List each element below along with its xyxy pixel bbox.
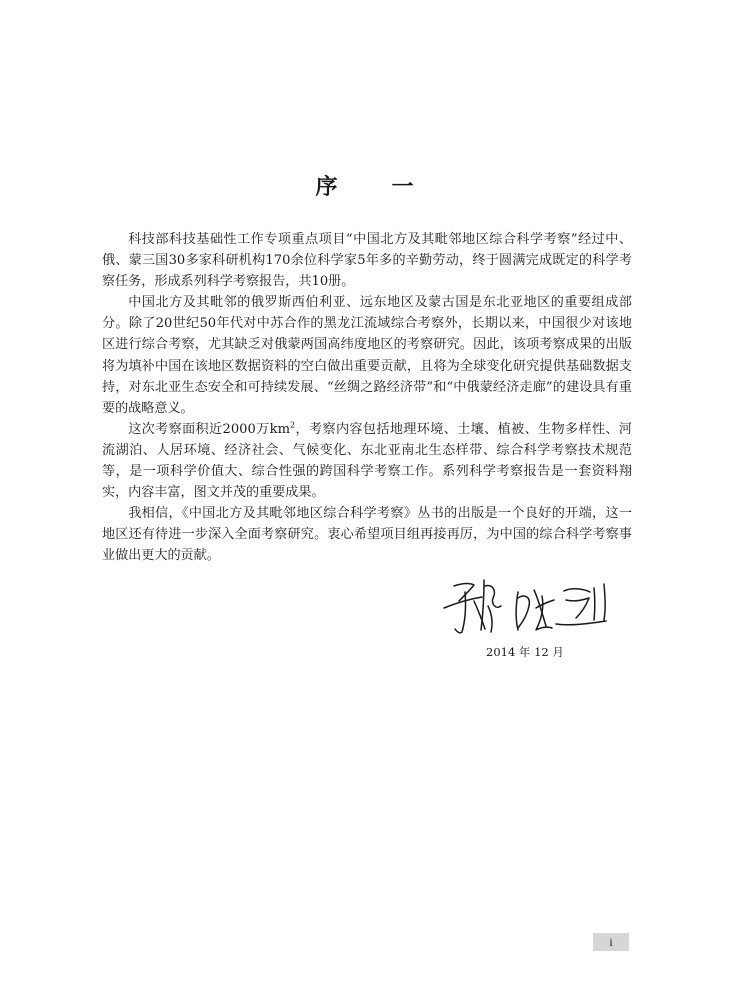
paragraph-3 [102,419,632,503]
paragraph-2: 中国北方及其毗邻的俄罗斯西伯利亚、远东地区及蒙古国是东北亚地区的重要组成部分。除了20世纪50年代对中苏合作的黑龙江流域综合考察外，长期以来，中国很少对该地区进行综合考察，尤其缺乏对俄蒙两国高纬度地区的考察研究。因此，该项考察成果的出版将为填补中国在该地区数据资料的空白做出重要贡献，且将为全球变化研究提供基础数据支持，对东北亚生态安全和可持续发展、“丝绸之路经济带”和“中俄蒙经济走廊”的建设具有重要的战略意义。 [102,295,632,416]
paragraph-4: 我相信，《中国北方及其毗邻地区综合科学考察》丛书的出版是一个良好的开端，这一地区还有待进一步深入全面考察研究。衷心希望项目组再接再厉，为中国的综合科学考察事业做出更大的贡献。 [102,506,632,564]
signature-date: 2014 年 12 月 [486,645,564,659]
page-title: 序一 [315,174,468,200]
handwritten-signature [438,568,613,640]
paragraph-3-start: 这次考察面积近2000万km [128,421,291,437]
paragraph-3-end: ，考察内容包括地理环境、土壤、植被、生物多样性、河流湖泊、人居环境、经济社会、气候变化、东北亚南北生态样带、综合科学考察技术规范等，是一项科学价值大、综合性强的跨国科学考察工作。系列科学考察报告是一套资料翔实，内容丰富，图文并茂的重要成果。 [102,421,632,501]
paragraph-1: 科技部科技基础性工作专项重点项目“中国北方及其毗邻地区综合科学考察”经过中、俄、蒙三国30多家科研机构170余位科学家5年多的辛勤劳动，终于圆满完成既定的科学考察任务，形成系列科学考察报告，共10册。 [102,232,632,290]
area-unit-superscript: 2 [290,420,296,430]
page-number: i [593,933,629,951]
preface-body [102,229,632,567]
